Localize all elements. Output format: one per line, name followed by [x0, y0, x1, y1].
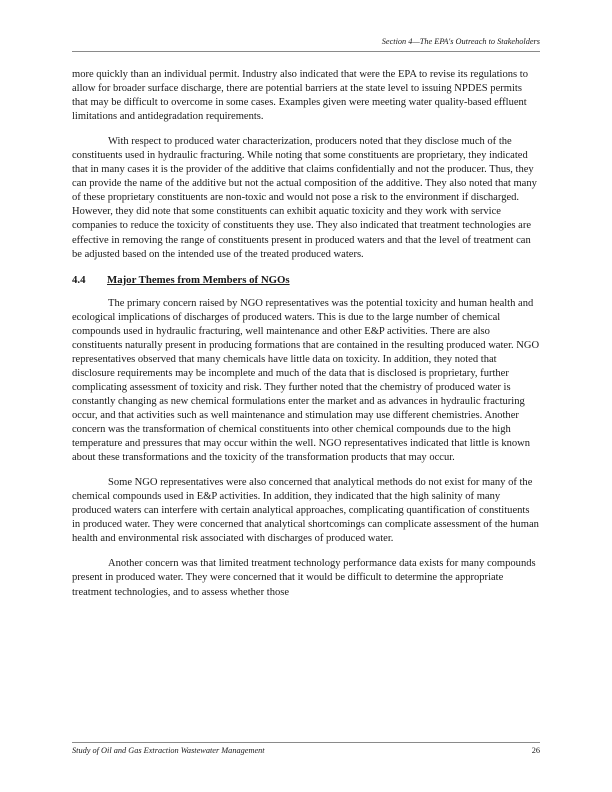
header-section-title: Section 4—The EPA's Outreach to Stakeholders — [381, 37, 540, 46]
page-body — [72, 68, 540, 611]
paragraph-treatment-technology: Another concern was that limited treatment technology performance data exists for many compounds present in produced water. They were concerned that it would be difficult to determine the appropriate treatment technologies, and to assess whether those — [72, 558, 536, 598]
page-number: 26 — [531, 746, 540, 755]
paragraph-continued: more quickly than an individual permit. Industry also indicated that were the EPA to revise its regulations to allow for broader surface discharge, there are potential barriers at the state level to issuing NPDES permits that may be difficult to overcome in some cases. Examples given were meeting water quality-based effluent limitations and antidegradation requirements. — [72, 69, 528, 123]
section-heading — [72, 273, 540, 287]
running-footer — [72, 742, 540, 756]
paragraph-primary-concern: The primary concern raised by NGO representatives was the potential toxicity and human health and ecological implications of discharges of produced waters. This is due to the large number of chemical compounds used in hydraulic fracturing, well maintenance and other E&P activities. There are also constituents naturally present in producing formations that are contained in the resulting produced water. NGO representatives observed that many chemicals have little data on toxicity. In addition, they noted that disclosure requirements may be incomplete and much of the data that is disclosed is proprietary, further complicating assessment of toxicity and risk. They further noted that the chemistry of produced water is constantly changing as new chemical formulations enter the market and as advances in hydraulic fracturing occur, and that activities such as well maintenance and stimulation may use different chemistries. Another concern was the transformation of chemical constituents into other chemical compounds due to the high temperature and pressures that may occur within the well. NGO representatives indicated that little is known about these transformations and the toxicity of the transformation products that may occur. — [72, 297, 540, 464]
paragraph-analytical-methods: Some NGO representatives were also concerned that analytical methods do not exist for many of the chemical compounds used in E&P activities. In addition, they indicated that the high salinity of many produced waters can interfere with certain analytical approaches, complicating quantification of constituents in produced water. They were concerned that analytical shortcomings can complicate assessment of the human health and environmental risk associated with discharges of produced water. — [72, 477, 539, 545]
section-number: 4.4 — [72, 273, 86, 286]
running-header — [72, 37, 540, 52]
footer-document-title: Study of Oil and Gas Extraction Wastewater Management — [72, 746, 265, 755]
section-title: Major Themes from Members of NGOs — [107, 273, 290, 286]
paragraph-produced-water-characterization: With respect to produced water characterization, producers noted that they disclose much of the constituents used in hydraulic fracturing. While noting that some constituents are proprietary, they indicated that in many cases it is the provider of the additive that claims confidentially and not the producer. Thus, they can provide the name of the additive but not the actual composition of the additive. They also noted that many of these proprietary constituents are non-toxic and would not pose a risk to the environment if discharged. However, they did note that some constituents can exhibit aquatic toxicity and they work with service companies to reduce the toxicity of constituents they use. They also indicated that treatment technologies are effective in removing the range of constituents present in produced waters and that the level of treatment can be adjusted based on the intended use of the treated produced waters. — [72, 136, 537, 260]
